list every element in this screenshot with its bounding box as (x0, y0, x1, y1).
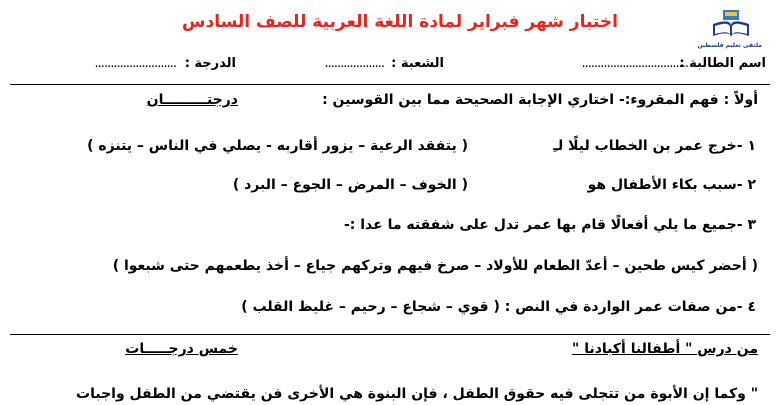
section1-heading: أولاً : فهم المقروء:- اختاري الإجابة الصحيحة مما بين القوسين : (322, 92, 758, 108)
grade-blank: .......................... (94, 56, 176, 71)
section-blank: ................... (324, 56, 384, 71)
question-1-options: ( يتفقد الرعية – يزور أقاربه - يصلي في الناس – يتنزه ) (87, 138, 468, 154)
question-3-text: ٣ -جميع ما يلي أفعالًا قام بها عمر تدل على شفقته ما عدا :- (343, 217, 756, 233)
question-3-options: ( أحضر كيس طحين – أعدّ الطعام للأولاد – صرخ فيهم وتركهم جياع – أخذ يطعمهم حتى شبعوا ) (112, 258, 758, 274)
logo-text: ملتقى تعليم فلسطين (697, 42, 762, 49)
student-info-row (14, 56, 766, 78)
page-title: اختبار شهر فبراير لمادة اللغة العربية للصف السادس (182, 12, 618, 32)
name-label: اسم الطالبة : (679, 56, 766, 71)
divider-middle (10, 334, 770, 335)
question-2-options: ( الخوف – المرض – الجوع – البرد ) (232, 177, 468, 193)
section1-score: درجتـــــــــان (146, 92, 238, 108)
name-blank: .................................. (581, 56, 688, 71)
lesson-title: من درس " أطفالنا أكبادنا " (572, 341, 758, 357)
divider-top (10, 84, 770, 85)
question-1-text: ١ -خرج عمر بن الخطاب ليلًا لـِ (553, 138, 756, 154)
question-2-text: ٢ -سبب بكاء الأطفال هو (587, 177, 756, 193)
logo (697, 8, 762, 56)
section2-score: خمس درجـــــات (125, 341, 238, 357)
book-logo-icon (709, 8, 753, 42)
question-4-text: ٤ -من صفات عمر الواردة في النص : ( قوي – شجاع – رحيم – غليظ القلب ) (241, 299, 756, 315)
passage-line: " وكما إن الأبوة من تتجلى فيه حقوق الطفل ، فإن البنوة هي الأخرى فن يقتضي من الطفل واجبات (76, 386, 758, 402)
grade-label: الدرجة : (184, 56, 236, 71)
section-label: الشعبة : (391, 56, 444, 71)
